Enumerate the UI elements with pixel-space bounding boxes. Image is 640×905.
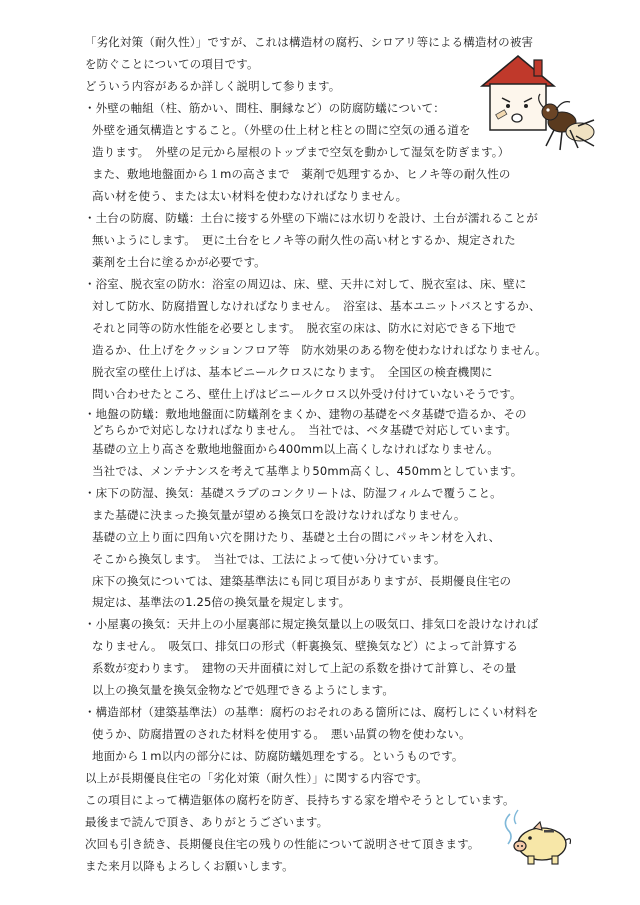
section-heading: ・床下の防湿、換気：基礎スラブのコンクリートは、防湿フィルムで覆うこと。: [84, 486, 502, 500]
text-line: 系数が変わります。 建物の天井面積に対して上記の系数を掛けて計算し、その量: [92, 661, 517, 675]
text-line: 以上が長期優良住宅の「劣化対策（耐久性）」に関する内容です。: [85, 771, 428, 785]
text-line: それと同等の防水性能を必要とします。 脱衣室の床は、防水に対応できる下地で: [92, 321, 517, 335]
text-line: 造ります。 外壁の足元から屋根のトップまで空気を動かして湿気を防ぎます。）: [92, 145, 510, 159]
text-line: また、敷地地盤面から１mの高さまで 薬剤で処理するか、ヒノキ等の耐久性の: [92, 167, 511, 181]
section-heading: ・小屋裏の換気：天井上の小屋裏部に規定換気量以上の吸気口、排気口を設けなければ: [84, 617, 539, 631]
text-line: 当社では、メンテナンスを考えて基準より50mm高くし、450mmとしています。: [92, 464, 523, 478]
piggy-bank-icon: [498, 808, 578, 870]
text-line: を防ぐことについての項目です。: [85, 57, 259, 71]
text-line: 外壁を通気構造とすること。（外壁の仕上材と柱との間に空気の通る道を: [92, 123, 471, 137]
text-line: 脱衣室の壁仕上げは、基本ビニールクロスになります。 全国区の検査機関に: [92, 365, 493, 379]
text-line: 基礎の立上り面に四角い穴を開けたり、基礎と土台の間にパッキン材を入れ、: [92, 530, 501, 544]
text-line: 基礎の立上り高さを敷地地盤面から400mm以上高くしなければなりません。: [92, 442, 499, 456]
text-line: 規定は、基準法の1.25倍の換気量を規定します。: [92, 595, 351, 609]
text-line: 造るか、仕上げをクッションフロア等 防水効果のある物を使わなければなりません。: [92, 343, 547, 357]
text-line: 最後まで読んで頂き、ありがとうございます。: [85, 815, 329, 829]
section-heading: ・構造部材（建築基準法）の基準：腐朽のおそれのある箇所には、腐朽しにくい材料を: [84, 705, 539, 719]
text-line: この項目によって構造躯体の腐朽を防ぎ、長持ちする家を増やそうとしています。: [85, 793, 515, 807]
text-line: 薬剤を土台に塗るかが必要です。: [92, 255, 266, 269]
text-line: また基礎に決まった換気量が望める換気口を設けなければなりません。: [92, 508, 466, 522]
house-termite-illustration: [470, 50, 600, 170]
text-line: 高い材を使う、または太い材料を使わなければなりません。: [92, 189, 408, 203]
text-line: 地面から１m以内の部分には、防腐防蟻処理をする。というものです。: [92, 749, 464, 763]
text-line: 「劣化対策（耐久性）」ですが、これは構造材の腐朽、シロアリ等による構造材の被害: [85, 35, 534, 49]
text-line: そこから換気します。 当社では、工法によって使い分けています。: [92, 552, 446, 566]
text-line: 対して防水、防腐措置しなければなりません。 浴室は、基本ユニットバスとするか、: [92, 299, 541, 313]
text-line: どういう内容があるか詳しく説明して参ります。: [85, 79, 341, 93]
section-heading: ・浴室、脱衣室の防水：浴室の周辺は、床、壁、天井に対して、脱衣室は、床、壁に: [84, 277, 527, 291]
termite-icon: [539, 94, 594, 150]
text-line: 以上の換気量を換気金物などで処理できるようにします。: [92, 683, 394, 697]
section-heading: ・土台の防腐、防蟻：土台に接する外壁の下端には水切りを設け、土台が濡れることが: [84, 211, 538, 225]
text-line: 問い合わせたところ、壁仕上げはビニールクロス以外受け付けていないそうです。: [92, 387, 522, 401]
text-line: 次回も引き続き、長期優良住宅の残りの性能について説明させて頂きます。: [85, 837, 480, 851]
text-line: 床下の換気については、建築基準法にも同じ項目がありますが、長期優良住宅の: [92, 574, 512, 588]
text-line: 無いようにします。 更に土台をヒノキ等の耐久性の高い材とするか、規定された: [92, 233, 516, 247]
section-heading: ・外壁の軸組（柱、筋かい、間柱、胴縁など）の防腐防蟻について：: [84, 101, 445, 115]
house-icon: [470, 50, 600, 170]
text-line: なりません。 吸気口、排気口の形式（軒裏換気、壁換気など）によって計算する: [92, 639, 518, 653]
section-heading: ・地盤の防蟻：敷地地盤面に防蟻剤をまくか、建物の基礎をベタ基礎で造るか、その: [84, 407, 527, 421]
piggy-bank-illustration: [498, 808, 578, 870]
text-line: どちらかで対応しなければなりません。 当社では、ベタ基礎で対応しています。: [92, 423, 518, 437]
text-line: また来月以降もよろしくお願いします。: [85, 859, 294, 873]
text-line: 使うか、防腐措置のされた材料を使用する。 悪い品質の物を使わない。: [92, 727, 471, 741]
